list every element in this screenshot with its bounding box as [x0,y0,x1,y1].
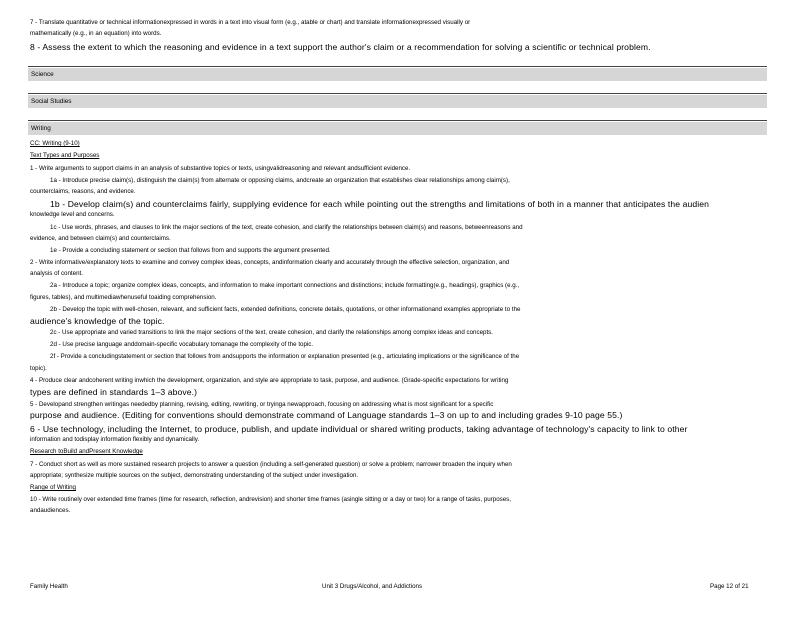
range-heading: Range of Writing [30,484,76,491]
standard-w1a-line-2: counterclaims, reasons, and evidence. [30,188,136,195]
section-divider [28,120,767,121]
section-divider [28,66,767,67]
standard-w1b-line-2: knowledge level and concerns. [30,211,115,218]
standard-w4-line-2: types are defined in standards 1–3 above.) [30,387,198,397]
footer-unit: Unit 3 Drugs/Alcohol, and Addictions [322,583,423,590]
footer-course: Family Health [30,583,68,590]
standard-w2a-line-2: figures, tables), and multimediawhenuseful toaiding comprehension. [30,294,217,301]
standard-w2-line-2: analysis of content. [30,270,83,277]
standard-w7-line-2: appropriate; synthesize multiple sources on the subject, demonstrating understanding of the subject under investigation. [30,472,359,479]
standard-w1: 1 - Write arguments to support claims in an analysis of substantive topics or texts, usingvalidreasoning and relevant andsufficient evidence. [30,165,411,172]
section-divider [28,93,767,94]
standard-w1e: 1e - Provide a concluding statement or section that follows from and supports the argument presented. [50,247,331,254]
cc-heading: CC: Writing (9-10) [30,140,80,147]
section-science: Science [28,68,767,81]
research-heading: Research toBuild andPresent Knowledge [30,448,143,455]
section-social-studies: Social Studies [28,95,767,108]
standard-w1c-line-1: 1c - Use words, phrases, and clauses to link the major sections of the text, create cohesion, and clarify the relationships between claim(s) and reasons, betweenreasons and [50,224,523,231]
standard-8: 8 - Assess the extent to which the reasoning and evidence in a text support the author's claim or a recommendation for solving a scientific or technical problem. [30,42,651,52]
standard-w6-line-2: information and todisplay information flexibly and dynamically. [30,436,200,443]
standard-w2b-line-2: audience's knowledge of the topic. [30,316,165,326]
standard-w2f-line-2: topic). [30,365,47,372]
standard-w10-line-1: 10 - Write routinely over extended time frames (time for research, reflection, andrevision) and shorter time frames (asingle sitting or a day or two) for a range of tasks, purposes, [30,496,511,503]
section-writing: Writing [28,122,767,135]
standard-w7-line-1: 7 - Conduct short as well as more sustained research projects to answer a question (including a self-generated question) or solve a problem; narrower broaden the inquiry when [30,461,512,468]
standard-w2c: 2c - Use appropriate and varied transitions to link the major sections of the text, create cohesion, and clarify the relationships among complex ideas and concepts. [50,329,493,336]
standard-w1b-line-1: 1b - Develop claim(s) and counterclaims fairly, supplying evidence for each while pointing out the strengths and limitations of both in a manner that anticipates the audien [50,199,710,209]
standard-w4-line-1: 4 - Produce clear andcoherent writing inwhich the development, organization, and style are appropriate to task, purpose, and audience. (Grade-specific expectations for writing [30,377,509,384]
footer-page-number: Page 12 of 21 [710,583,749,590]
standard-w2a-line-1: 2a - Introduce a topic; organize complex ideas, concepts, and information to make important connections and distinctions; include formatting(e.g., headings), graphics (e.g., [50,282,520,289]
standard-w2-line-1: 2 - Write informative/explanatory texts to examine and convey complex ideas, concepts, andinformation clearly and accurately through the effective selection, organization, and [30,259,510,266]
standard-w5-line-2: purpose and audience. (Editing for conventions should demonstrate command of Language standards 1–3 on up to and including grades 9-10 page 55.) [30,410,623,420]
standard-w1a-line-1: 1a - Introduce precise claim(s), distinguish the claim(s) from alternate or opposing claims, andcreate an organization that establishes clear relationships among claim(s), [50,177,510,184]
standard-w5-line-1: 5 - Developand strengthen writingas neededby planning, revising, editing, rewriting, or tryinga newapproach, focusing on addressing what is most significant for a specific [30,401,494,408]
standard-w1c-line-2: evidence, and between claim(s) and counterclaims. [30,235,171,242]
standard-w2d: 2d - Use precise language anddomain-specific vocabulary tomanage the complexity of the topic. [50,341,314,348]
standard-w2f-line-1: 2f - Provide a concludingstatement or section that follows from andsupports the information or explanation presented (e.g., articulating implications or the significance of the [50,353,520,360]
standard-7-line-1: 7 - Translate quantitative or technical informationexpressed in words in a text into visual form (e.g., atable or chart) and translate informationexpressed visually or [30,19,471,26]
standard-w2b-line-1: 2b - Develop the topic with well-chosen, relevant, and sufficient facts, extended definitions, concrete details, quotations, or other informationand examples appropriate to the [50,306,521,313]
standard-7-line-2: mathematically (e.g., in an equation) into words. [30,30,162,37]
standard-w6-line-1: 6 - Use technology, including the Internet, to produce, publish, and update individual or shared writing products, taking advantage of technology's capacity to link to other [30,424,688,434]
text-types-heading: Text Types and Purposes [30,152,100,159]
standard-w10-line-2: andaudiences. [30,507,71,514]
